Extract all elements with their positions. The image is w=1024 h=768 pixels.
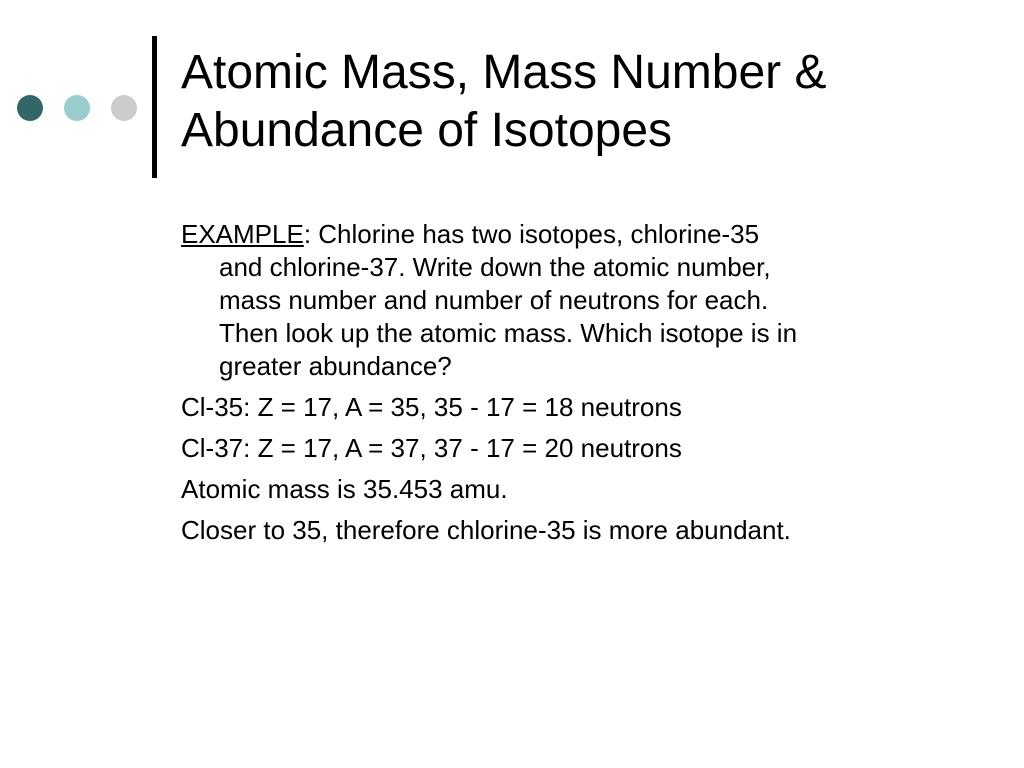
example-first-line-text: : Chlorine has two isotopes, chlorine-35	[303, 219, 760, 249]
example-first-line	[181, 218, 981, 251]
title-divider	[152, 36, 157, 178]
cl37-line: Cl-37: Z = 17, A = 37, 37 - 17 = 20 neutrons	[181, 433, 682, 463]
dot-dark-teal	[17, 95, 43, 121]
example-paragraph	[181, 218, 981, 383]
conclusion-line: Closer to 35, therefore chlorine-35 is more abundant.	[181, 515, 791, 545]
slide-body	[181, 218, 981, 555]
atomic-mass-line: Atomic mass is 35.453 amu.	[181, 474, 508, 504]
example-line-3: mass number and number of neutrons for each.	[219, 285, 769, 315]
dot-light-gray	[111, 95, 137, 121]
decorative-dots	[17, 95, 137, 121]
cl35-line: Cl-35: Z = 17, A = 35, 35 - 17 = 18 neutrons	[181, 392, 682, 422]
example-line-2: and chlorine-37. Write down the atomic number,	[219, 252, 771, 282]
title-line-1: Atomic Mass, Mass Number &	[181, 46, 827, 99]
title-line-2: Abundance of Isotopes	[181, 104, 673, 157]
example-line-5: greater abundance?	[219, 351, 452, 381]
example-line-4: Then look up the atomic mass. Which isotope is in	[219, 318, 798, 348]
dot-light-teal	[64, 95, 90, 121]
example-label: EXAMPLE	[181, 219, 304, 249]
slide-title	[181, 44, 1001, 160]
